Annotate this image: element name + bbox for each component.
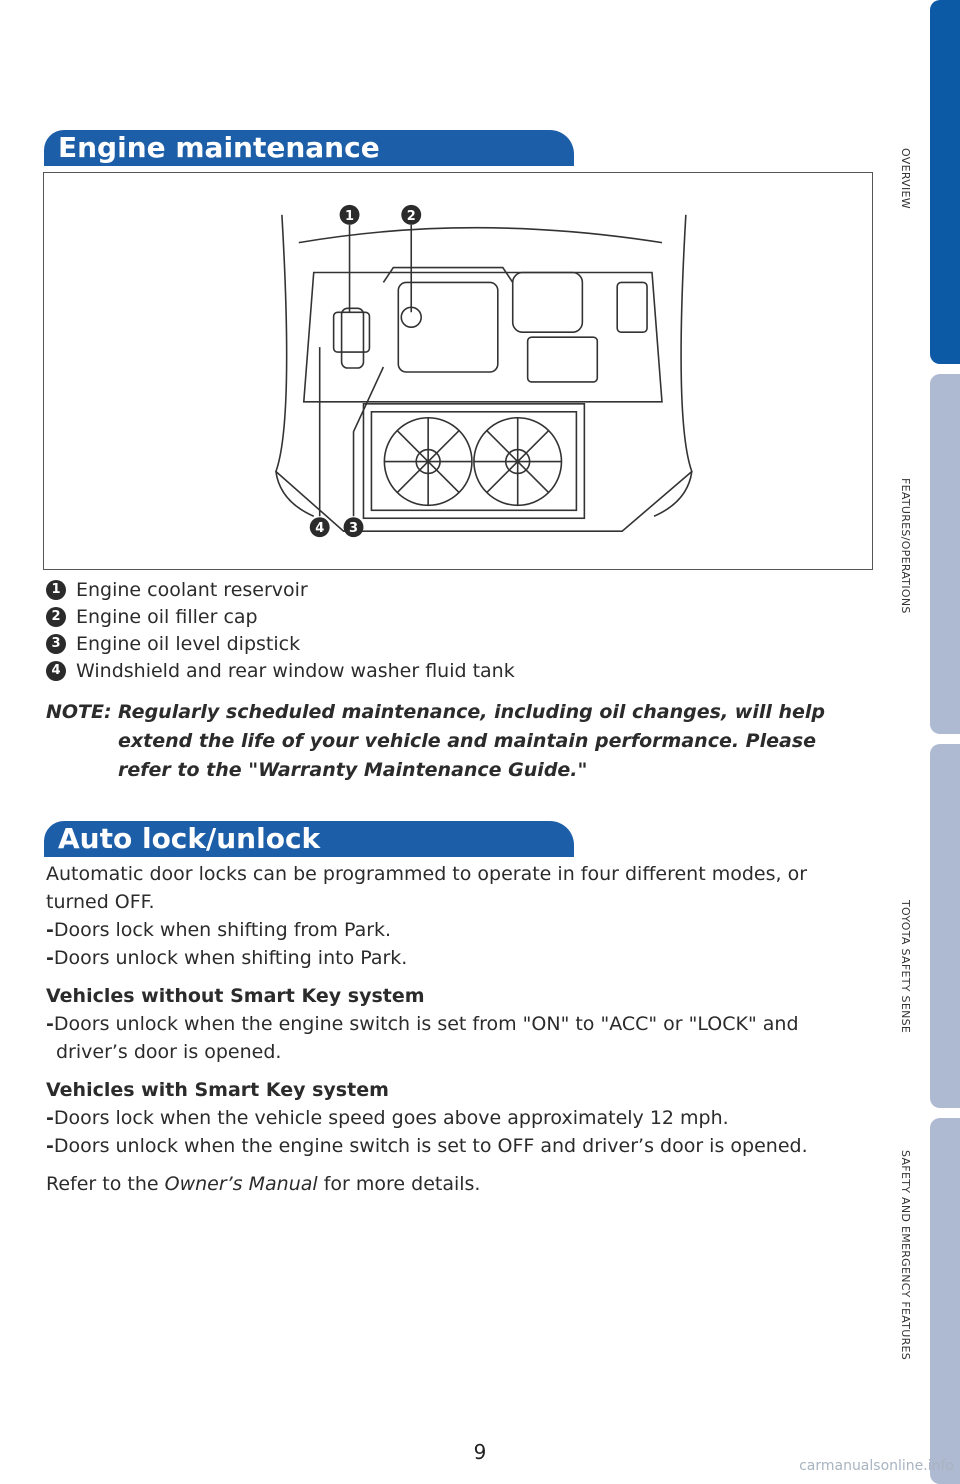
subheading-without-smart-key: Vehicles without Smart Key system (46, 985, 425, 1007)
legend-item (46, 630, 515, 657)
side-nav (926, 0, 960, 1484)
auto-lock-heading: Auto lock/unlock (44, 821, 574, 857)
engine-maintenance-heading: Engine maintenance (44, 130, 574, 166)
subheading-with-smart-key: Vehicles with Smart Key system (46, 1079, 389, 1101)
number-badge-icon: 2 (46, 607, 66, 627)
intro-paragraph: Automatic door locks can be programmed to operate in four different modes, or turned OFF. (46, 863, 808, 913)
side-label-overview: OVERVIEW (899, 148, 912, 209)
side-tab-features[interactable] (930, 374, 960, 734)
side-tab-safety-sense[interactable] (930, 744, 960, 1108)
callout-label-4: 4 (315, 521, 325, 537)
legend-item (46, 603, 515, 630)
component-legend (46, 576, 515, 684)
legend-label: Windshield and rear window washer fluid tank (76, 659, 515, 682)
refer-paragraph: Refer to the Owner’s Manual for more details. (46, 1173, 481, 1195)
side-label-features: FEATURES/OPERATIONS (899, 478, 912, 614)
number-badge-icon: 1 (46, 580, 66, 600)
legend-item (46, 576, 515, 603)
list-item: -Doors unlock when shifting into Park. (46, 947, 408, 969)
legend-label: Engine oil filler cap (76, 605, 258, 628)
list-item: -Doors unlock when the engine switch is set to OFF and driver’s door is opened. (46, 1135, 808, 1157)
side-tab-overview[interactable] (930, 0, 960, 364)
legend-label: Engine oil level dipstick (76, 632, 301, 655)
owners-manual-title: Owner’s Manual (164, 1173, 318, 1195)
side-label-safety-sense: TOYOTA SAFETY SENSE (899, 900, 912, 1034)
note-text: Regularly scheduled maintenance, including oil changes, will help extend the life of your vehicle and maintain performance. Please refer to the "Warranty Maintenance Guide." (118, 701, 826, 781)
legend-label: Engine coolant reservoir (76, 578, 308, 601)
number-badge-icon: 4 (46, 661, 66, 681)
list-item: -Doors lock when shifting from Park. (46, 919, 392, 941)
engine-bay-illustration (44, 173, 872, 569)
page-number: 9 (473, 1440, 487, 1464)
callout-label-1: 1 (345, 208, 355, 224)
list-item: -Doors unlock when the engine switch is set from "ON" to "ACC" or "LOCK" and driver’s door is opened. (46, 1013, 799, 1063)
note-label: NOTE: (46, 701, 112, 723)
maintenance-note (46, 698, 866, 785)
list-item: -Doors lock when the vehicle speed goes above approximately 12 mph. (46, 1107, 729, 1129)
side-label-safety-emergency: SAFETY AND EMERGENCY FEATURES (899, 1150, 912, 1361)
watermark: carmanualsonline.info (799, 1458, 954, 1474)
legend-item (46, 657, 515, 684)
number-badge-icon: 3 (46, 634, 66, 654)
callout-label-3: 3 (349, 521, 359, 537)
engine-bay-diagram (43, 172, 873, 570)
side-tab-safety-emergency[interactable] (930, 1118, 960, 1484)
auto-lock-body (46, 860, 866, 1198)
callout-label-2: 2 (406, 208, 416, 224)
